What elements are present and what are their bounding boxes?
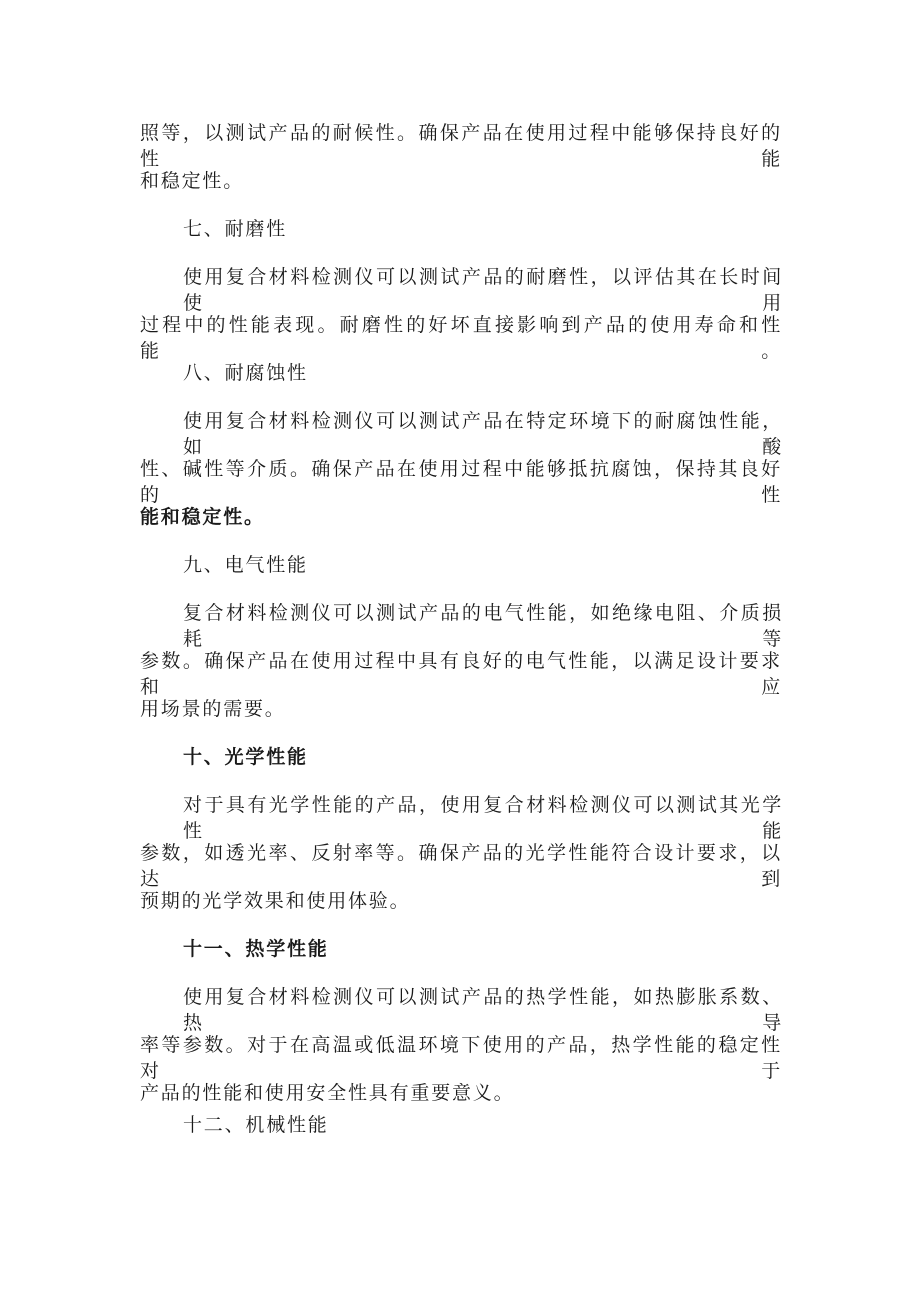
paragraph-line: 用场景的需要。 (140, 698, 286, 720)
paragraph-line: 照等，以测试产品的耐候性。确保产品在使用过程中能够保持良好的性能 (140, 122, 782, 170)
paragraph-line: 性、碱性等介质。确保产品在使用过程中能够抵抗腐蚀，保持其良好的性 (140, 458, 782, 506)
paragraph-line: 能和稳定性。 (140, 506, 265, 528)
paragraph-line: 使用复合材料检测仪可以测试产品的热学性能，如热膨胀系数、热导 (183, 986, 783, 1034)
section-heading: 七、耐磨性 (183, 218, 288, 240)
paragraph-line: 率等参数。对于在高温或低温环境下使用的产品，热学性能的稳定性对于 (140, 1034, 782, 1082)
paragraph-line: 参数。确保产品在使用过程中具有良好的电气性能，以满足设计要求和应 (140, 650, 782, 698)
paragraph-line: 和稳定性。 (140, 170, 245, 192)
paragraph-line: 参数，如透光率、反射率等。确保产品的光学性能符合设计要求，以达到 (140, 842, 782, 890)
section-heading: 十二、机械性能 (183, 1114, 329, 1136)
paragraph-line: 对于具有光学性能的产品，使用复合材料检测仪可以测试其光学性能 (183, 794, 783, 842)
section-heading: 十、光学性能 (183, 746, 308, 768)
paragraph-line: 使用复合材料检测仪可以测试产品在特定环境下的耐腐蚀性能，如酸 (183, 410, 783, 458)
paragraph-line: 预期的光学效果和使用体验。 (140, 890, 411, 912)
section-heading: 八、耐腐蚀性 (183, 362, 308, 384)
paragraph-line: 复合材料检测仪可以测试产品的电气性能，如绝缘电阻、介质损耗等 (183, 602, 783, 650)
paragraph-line: 过程中的性能表现。耐磨性的好坏直接影响到产品的使用寿命和性能。 (140, 314, 782, 362)
section-heading: 九、电气性能 (183, 554, 308, 576)
paragraph-line: 使用复合材料检测仪可以测试产品的耐磨性，以评估其在长时间使用 (183, 266, 783, 314)
section-heading: 十一、热学性能 (183, 938, 329, 960)
paragraph-line: 产品的性能和使用安全性具有重要意义。 (140, 1082, 515, 1104)
